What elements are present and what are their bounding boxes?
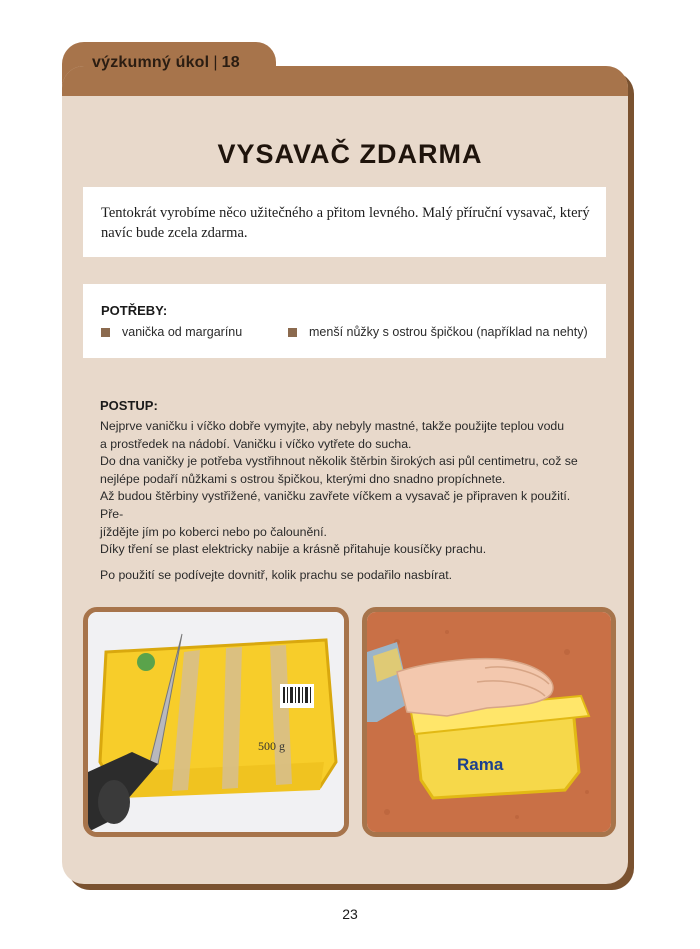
bullet-square-icon xyxy=(288,328,297,337)
bullet-square-icon xyxy=(101,328,110,337)
task-separator: | xyxy=(213,54,218,71)
photo-cutting-image xyxy=(88,612,344,832)
procedure-line: nejlépe podaří nůžkami s ostrou špičkou, kterými dno snadno propíchnete. xyxy=(100,471,506,486)
task-category: výzkumný úkol xyxy=(92,54,210,71)
task-number: 18 xyxy=(221,54,240,71)
needs-heading: POTŘEBY: xyxy=(101,303,168,318)
photo-carpet-image xyxy=(367,612,611,832)
needs-item-label: vanička od margarínu xyxy=(122,325,243,339)
intro-box xyxy=(83,187,606,257)
page-title: VYSAVAČ ZDARMA xyxy=(217,139,483,170)
brand-label: Rama xyxy=(457,755,504,774)
procedure-line: Nejprve vaničku i víčko dobře vymyjte, aby nebyly mastné, takže použijte teplou vodu xyxy=(100,419,565,433)
procedure-line: Až budou štěrbiny vystřižené, vaničku zavřete víčkem a vysavač je připraven k použití. Pře- xyxy=(100,489,571,521)
task-label xyxy=(92,54,240,72)
procedure-heading: POSTUP: xyxy=(100,398,158,413)
weight-label: 500 g xyxy=(258,739,285,753)
needs-item xyxy=(288,325,588,339)
procedure-text xyxy=(100,418,590,584)
needs-item xyxy=(101,325,242,339)
needs-item-label: menší nůžky s ostrou špičkou (například na nehty) xyxy=(309,325,588,339)
procedure-closing: Po použití se podívejte dovnitř, kolik prachu se podařilo nasbírat. xyxy=(100,567,453,582)
page-number: 23 xyxy=(342,906,358,922)
photo-cutting xyxy=(83,607,349,837)
photo-carpet xyxy=(362,607,616,837)
needs-box xyxy=(83,284,606,358)
intro-text: Tentokrát vyrobíme něco užitečného a přitom levného. Malý příruční vysavač, který navíc bude zcela zdarma. xyxy=(101,205,590,241)
procedure-line: jíždějte jím po koberci nebo po čalounění. xyxy=(100,524,327,539)
procedure-line: Do dna vaničky je potřeba vystřihnout několik štěrbin širokých asi půl centimetru, což se xyxy=(100,454,578,469)
procedure-line: Díky tření se plast elektricky nabije a krásně přitahuje kousíčky prachu. xyxy=(100,542,487,557)
procedure-line: a prostředek na nádobí. Vaničku i víčko vytřete do sucha. xyxy=(100,436,412,451)
